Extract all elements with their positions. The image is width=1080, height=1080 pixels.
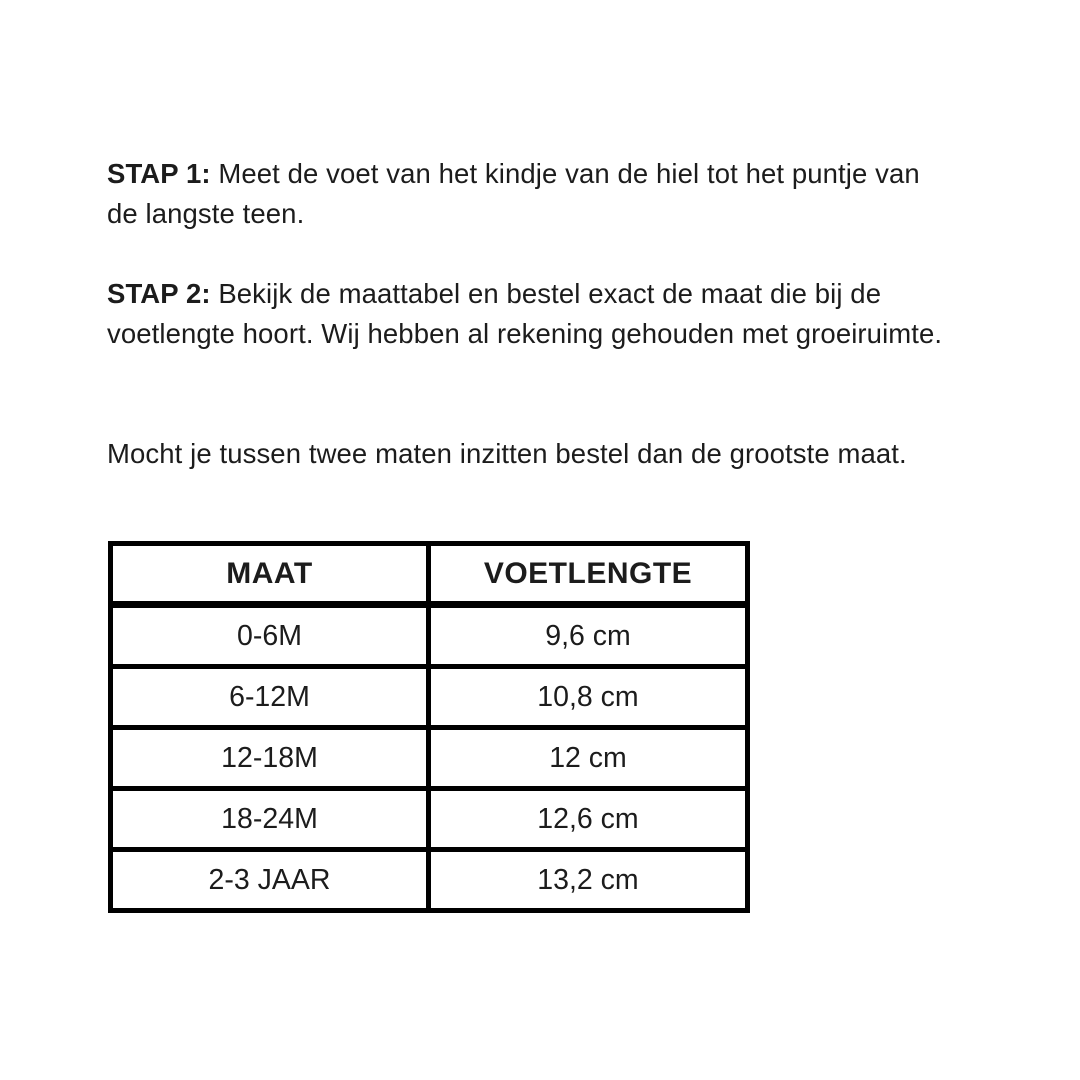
cell-voetlengte: 10,8 cm [429,667,748,728]
cell-voetlengte: 13,2 cm [429,850,748,911]
table-row [111,789,748,850]
paragraph-note [107,434,955,474]
cell-maat: 18-24M [111,789,429,850]
paragraph-step1 [107,154,955,234]
note-text: Mocht je tussen twee maten inzitten bestel dan de grootste maat. [107,437,907,469]
table-header-maat: MAAT [111,544,429,605]
cell-maat: 0-6M [111,605,429,667]
cell-voetlengte: 9,6 cm [429,605,748,667]
table-row [111,605,748,667]
cell-maat: 6-12M [111,667,429,728]
table-row [111,667,748,728]
step2-text: Bekijk de maattabel en bestel exact de maat die bij de voetlengte hoort. Wij hebben al rekening gehouden met groeiruimte. [107,277,943,349]
step1-text: Meet de voet van het kindje van de hiel tot het puntje van de langste teen. [107,157,920,229]
cell-voetlengte: 12 cm [429,728,748,789]
size-table [108,541,750,913]
table-header-voetlengte: VOETLENGTE [429,544,748,605]
cell-maat: 12-18M [111,728,429,789]
step2-label: STAP 2: [107,277,211,309]
cell-voetlengte: 12,6 cm [429,789,748,850]
table-row [111,728,748,789]
step1-label: STAP 1: [107,157,211,189]
table-row [111,850,748,911]
paragraph-step2 [107,274,955,354]
cell-maat: 2-3 JAAR [111,850,429,911]
table-header-row [111,544,748,605]
